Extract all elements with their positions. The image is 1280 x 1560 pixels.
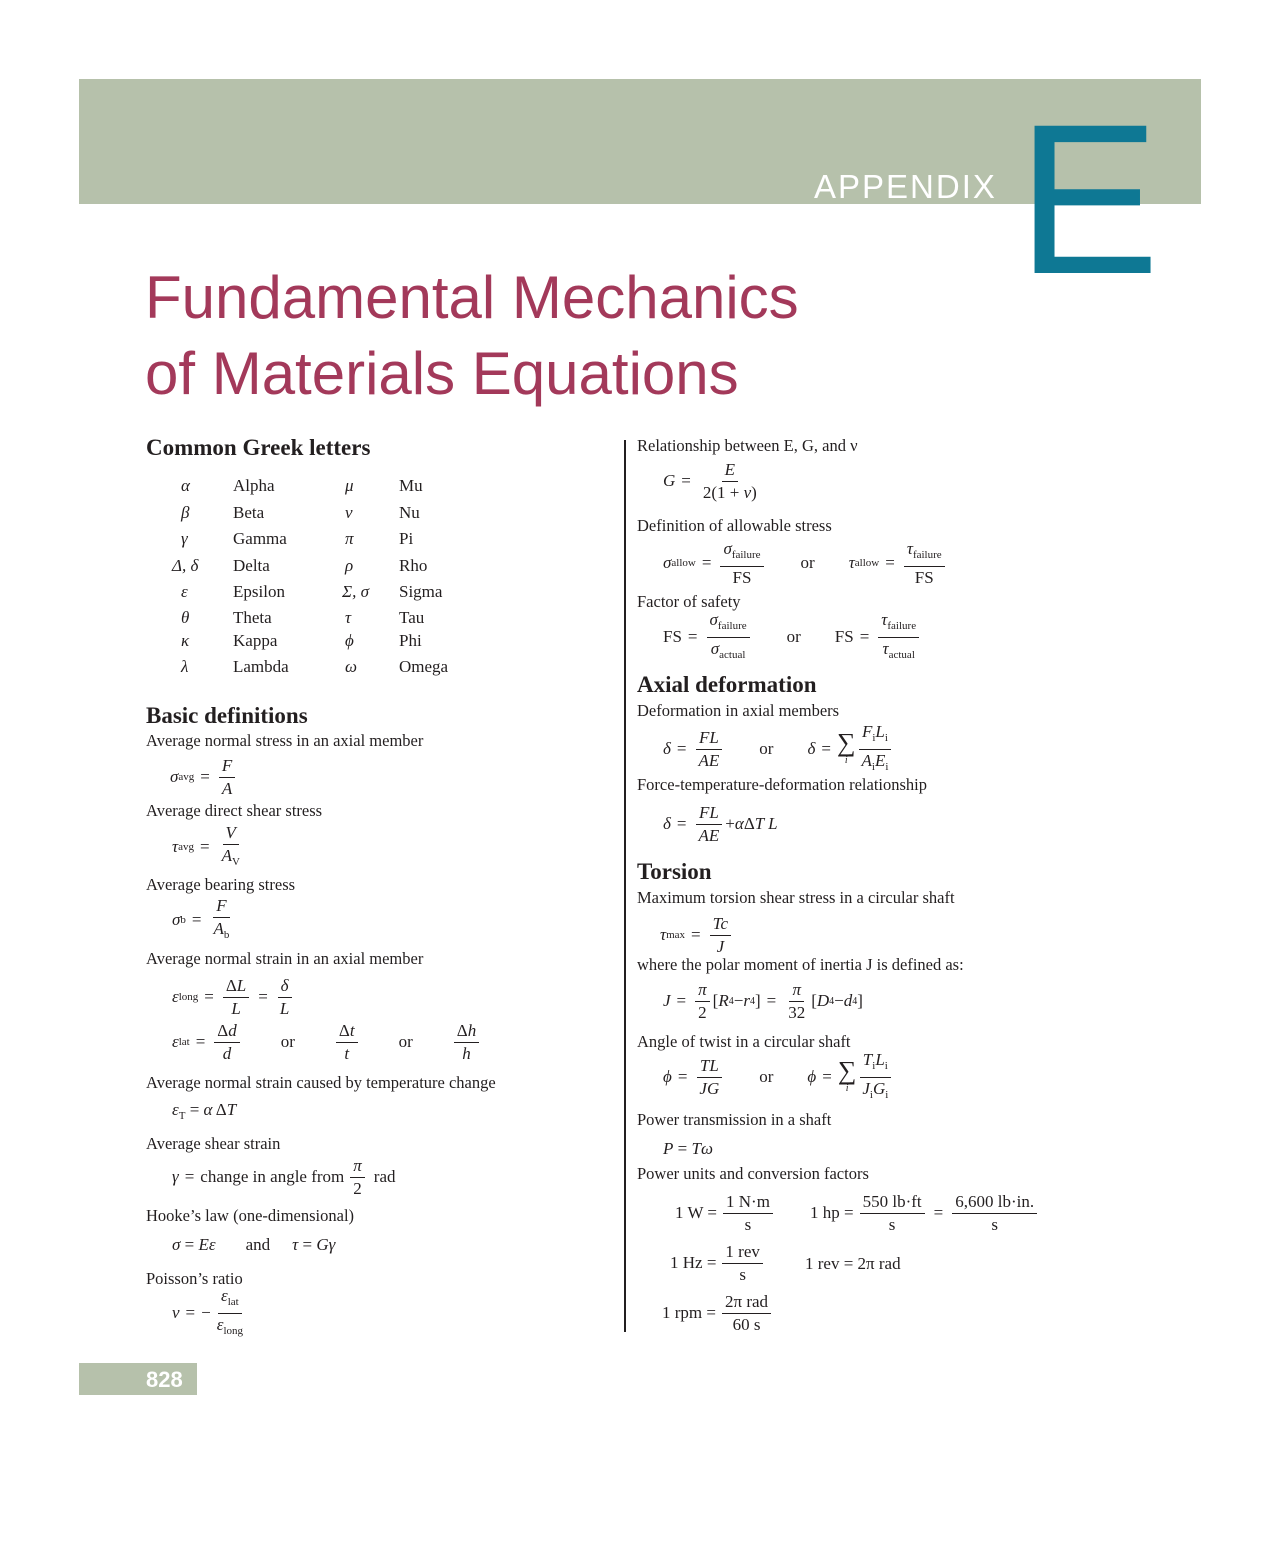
greek-heading: Common Greek letters (146, 435, 371, 460)
max-torsion-label: Maximum torsion shear stress in a circular shaft (637, 888, 955, 907)
hp-num: 550 lb·ft (860, 1192, 925, 1214)
hookes-law-label: Hooke’s law (one-dimensional) (146, 1206, 355, 1225)
allowable-stress-equation: σ allow = $\frac{\sigma_{failure}}{FS}$ or τ allow = $\frac{\tau_{failure}}{FS}$ (663, 538, 948, 588)
hookes-law-equation: σ = Eε and τ = Gγ (172, 1235, 336, 1254)
power-transmission-label: Power transmission in a shaft (637, 1110, 832, 1129)
angle-of-twist-label: Angle of twist in a circular shaft (637, 1032, 851, 1051)
avg-normal-stress-equation: σ avg = $\frac{F}{A}$ (170, 752, 238, 802)
greek-name: Mu (399, 476, 423, 495)
greek-symbol: π (345, 529, 354, 548)
or-text: or (759, 1067, 774, 1086)
greek-name: Rho (399, 556, 428, 575)
long-strain-equation: ε long = $\frac{\Delta L}{L}$ = $\frac{\delta}{L}$ (172, 972, 295, 1022)
greek-symbol: γ (181, 529, 188, 548)
strain-temp-label: Average normal strain caused by temperature change (146, 1073, 496, 1092)
hp-den: s (888, 1214, 896, 1234)
avg-shear-strain-label: Average shear strain (146, 1134, 281, 1153)
avg-normal-stress-label: Average normal stress in an axial member (146, 731, 424, 750)
appendix-label: APPENDIX (814, 168, 997, 205)
avg-bearing-equation: σ b = $\frac{F}{A_b}$ (172, 895, 230, 941)
greek-name: Beta (233, 503, 265, 522)
watt-conversion (675, 1188, 776, 1238)
avg-bearing-label: Average bearing stress (146, 875, 296, 894)
appendix-letter: E (1017, 80, 1160, 319)
greek-name: Sigma (399, 582, 443, 601)
force-temp-equation: δ = $\frac{FL}{AE}$ + α Δ T L (663, 802, 778, 845)
watt-lhs: 1 W = (675, 1203, 718, 1222)
greek-name: Pi (399, 529, 414, 548)
basic-definitions-heading: Basic definitions (146, 703, 308, 728)
rad-text: rad (373, 1167, 396, 1186)
hp-lhs: 1 hp = (810, 1203, 854, 1222)
greek-symbol: α (181, 476, 190, 495)
or-text: or (280, 1032, 295, 1051)
greek-name: Theta (233, 608, 272, 627)
power-units-label: Power units and conversion factors (637, 1164, 869, 1183)
factor-of-safety-equation: FS = $\frac{\sigma_{failure}}{\sigma_{actual}}$ or FS = $\frac{\tau_{failure}}{\tau_{actual}}$ (663, 612, 922, 662)
torsion-heading: Torsion (637, 859, 712, 884)
greek-symbol: τ (345, 608, 352, 627)
shear-modulus-equation: G = $\frac{E}{2(1 + \nu)}$ (663, 459, 757, 502)
axial-deformation-equation: δ = $\frac{FL}{AE}$ or δ = ∑ i $\frac{F_iL_i}{A_iE_i}$ (663, 724, 894, 774)
angle-of-twist-equation: ϕ = $\frac{TL}{JG}$ or ϕ = ∑ i $\frac{T_iL_i}{J_iG_i}$ (663, 1052, 894, 1102)
or-text: or (398, 1032, 413, 1051)
rpm-lhs: 1 rpm = (662, 1303, 716, 1322)
poissons-ratio-label: Poisson’s ratio (146, 1269, 243, 1288)
greek-symbol: θ (181, 608, 190, 627)
greek-name: Kappa (233, 631, 278, 650)
watt-den: s (744, 1214, 752, 1234)
greek-name: Epsilon (233, 582, 285, 601)
greek-name: Nu (399, 503, 420, 522)
deformation-axial-label: Deformation in axial members (637, 701, 840, 720)
greek-name: Tau (399, 608, 425, 627)
avg-shear-stress-equation: τ avg = $\frac{V}{A_V}$ (172, 822, 240, 868)
polar-moment-equation: J = $\frac{\pi}{2}$ [ R 4 − r 4 ] = $\frac{\pi}{32}$ [ D 4 − d 4 ] (663, 979, 863, 1022)
allowable-stress-label: Definition of allowable stress (637, 516, 832, 535)
shear-strain-equation: γ = change in angle from $\frac{\pi}{2}$ rad (172, 1155, 396, 1198)
polar-moment-label: where the polar moment of inertia J is defined as: (637, 955, 964, 974)
greek-name: Delta (233, 556, 270, 575)
rel-EGv-label: Relationship between E, G, and ν (637, 436, 858, 455)
rpm-conversion (662, 1288, 774, 1338)
greek-symbol: Σ, σ (342, 582, 369, 601)
greek-symbol: β (181, 503, 190, 522)
greek-symbol: λ (181, 657, 189, 676)
axial-deformation-heading: Axial deformation (637, 672, 817, 697)
change-in-angle-text: change in angle from (200, 1167, 345, 1186)
greek-name: Alpha (233, 476, 275, 495)
hz-den: s (739, 1264, 746, 1284)
hz-num: 1 rev (722, 1242, 762, 1264)
poissons-ratio-equation: ν = − $\frac{\varepsilon_{lat}}{\varepsilon_{long}}$ (172, 1285, 243, 1337)
or-text: or (759, 739, 774, 758)
greek-symbol: ρ (345, 556, 354, 575)
greek-symbol: κ (181, 631, 190, 650)
factor-of-safety-label: Factor of safety (637, 592, 741, 611)
greek-symbol: ε (181, 582, 188, 601)
greek-symbol: ϕ (345, 631, 354, 650)
avg-direct-shear-label: Average direct shear stress (146, 801, 323, 820)
greek-symbol: ν (345, 503, 353, 522)
page-title-line1: Fundamental Mechanics (145, 264, 799, 331)
hp-num2: 6,600 lb·in. (952, 1192, 1037, 1214)
greek-symbol: μ (345, 476, 354, 495)
column-divider (624, 440, 626, 1332)
or-text: or (786, 627, 801, 646)
greek-name: Gamma (233, 529, 287, 548)
rev-conversion: 1 rev = 2π rad (805, 1254, 901, 1273)
hp-den2: s (991, 1214, 998, 1234)
and-text: and (245, 1235, 271, 1254)
hp-conversion: 1 hp = $\frac{550 lb\cdot ft}{s}$ = $\frac{6,600 lb\cdot in.}{s}$ (810, 1188, 1040, 1238)
power-equation: P = Tω (663, 1139, 713, 1158)
rpm-num: 2π rad (722, 1292, 771, 1314)
greek-symbol: ω (345, 657, 358, 676)
lat-strain-equation: ε lat = $\frac{\Delta d}{d}$ or $\frac{\Delta t}{t}$ or $\frac{\Delta h}{h}$ (172, 1017, 482, 1067)
hertz-conversion (670, 1238, 766, 1288)
watt-num: 1 N·m (723, 1192, 773, 1214)
greek-name: Omega (399, 657, 449, 676)
page-title-line2: of Materials Equations (145, 340, 739, 407)
torsion-stress-equation: τ max = $\frac{Tc}{J}$ (660, 910, 734, 960)
thermal-strain-equation: $\varepsilon_T = \alpha$ ΔT (172, 1100, 237, 1122)
page-number: 828 (146, 1367, 183, 1392)
hz-lhs: 1 Hz = (670, 1253, 717, 1272)
rpm-den: 60 s (732, 1314, 761, 1334)
greek-symbol: Δ, δ (172, 556, 199, 575)
or-text: or (800, 553, 815, 572)
greek-name: Phi (399, 631, 422, 650)
force-temp-label: Force-temperature-deformation relationship (637, 775, 928, 794)
avg-normal-strain-label: Average normal strain in an axial member (146, 949, 424, 968)
greek-name: Lambda (233, 657, 289, 676)
